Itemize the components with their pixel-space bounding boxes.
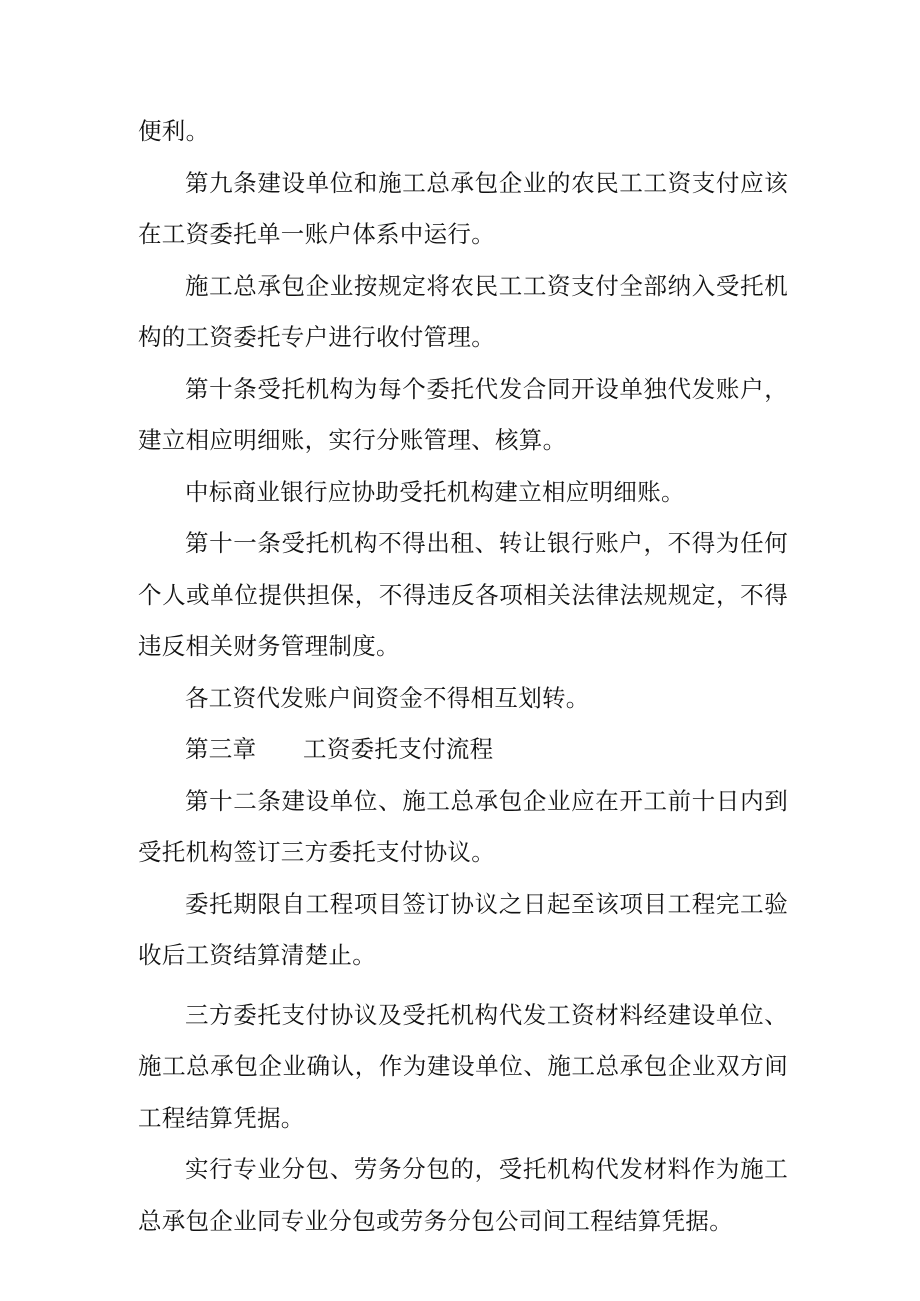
- paragraph-article-9-detail: 施工总承包企业按规定将农民工工资支付全部纳入受托机构的工资委托专户进行收付管理。: [138, 271, 788, 351]
- paragraph-article-10: 第十条受托机构为每个委托代发合同开设单独代发账户，建立相应明细账，实行分账管理、核算。: [138, 374, 788, 454]
- paragraph-article-9: 第九条建设单位和施工总承包企业的农民工工资支付应该在工资委托单一账户体系中运行。: [138, 168, 788, 248]
- paragraph-article-12-agreement: 三方委托支付协议及受托机构代发工资材料经建设单位、施工总承包企业确认，作为建设单位、施工总承包企业双方间工程结算凭据。: [138, 1000, 788, 1132]
- paragraph-article-11: 第十一条受托机构不得出租、转让银行账户，不得为任何个人或单位提供担保，不得违反各项相关法律法规规定，不得违反相关财务管理制度。: [138, 529, 788, 660]
- paragraph-article-12-term: 委托期限自工程项目签订协议之日起至该项目工程完工验收后工资结算清楚止。: [138, 889, 788, 969]
- paragraph-article-12: 第十二条建设单位、施工总承包企业应在开工前十日内到受托机构签订三方委托支付协议。: [138, 786, 788, 866]
- chapter-heading: 第三章 工资委托支付流程: [185, 735, 494, 763]
- paragraph-continuation: 便利。: [138, 117, 210, 145]
- paragraph-article-12-subcontract: 实行专业分包、劳务分包的，受托机构代发材料作为施工总承包企业同专业分包或劳务分包公司间工程结算凭据。: [138, 1155, 788, 1235]
- document-body: [138, 106, 788, 1247]
- paragraph-article-11-detail: 各工资代发账户间资金不得相互划转。: [185, 683, 590, 712]
- paragraph-article-10-detail: 中标商业银行应协助受托机构建立相应明细账。: [185, 477, 685, 506]
